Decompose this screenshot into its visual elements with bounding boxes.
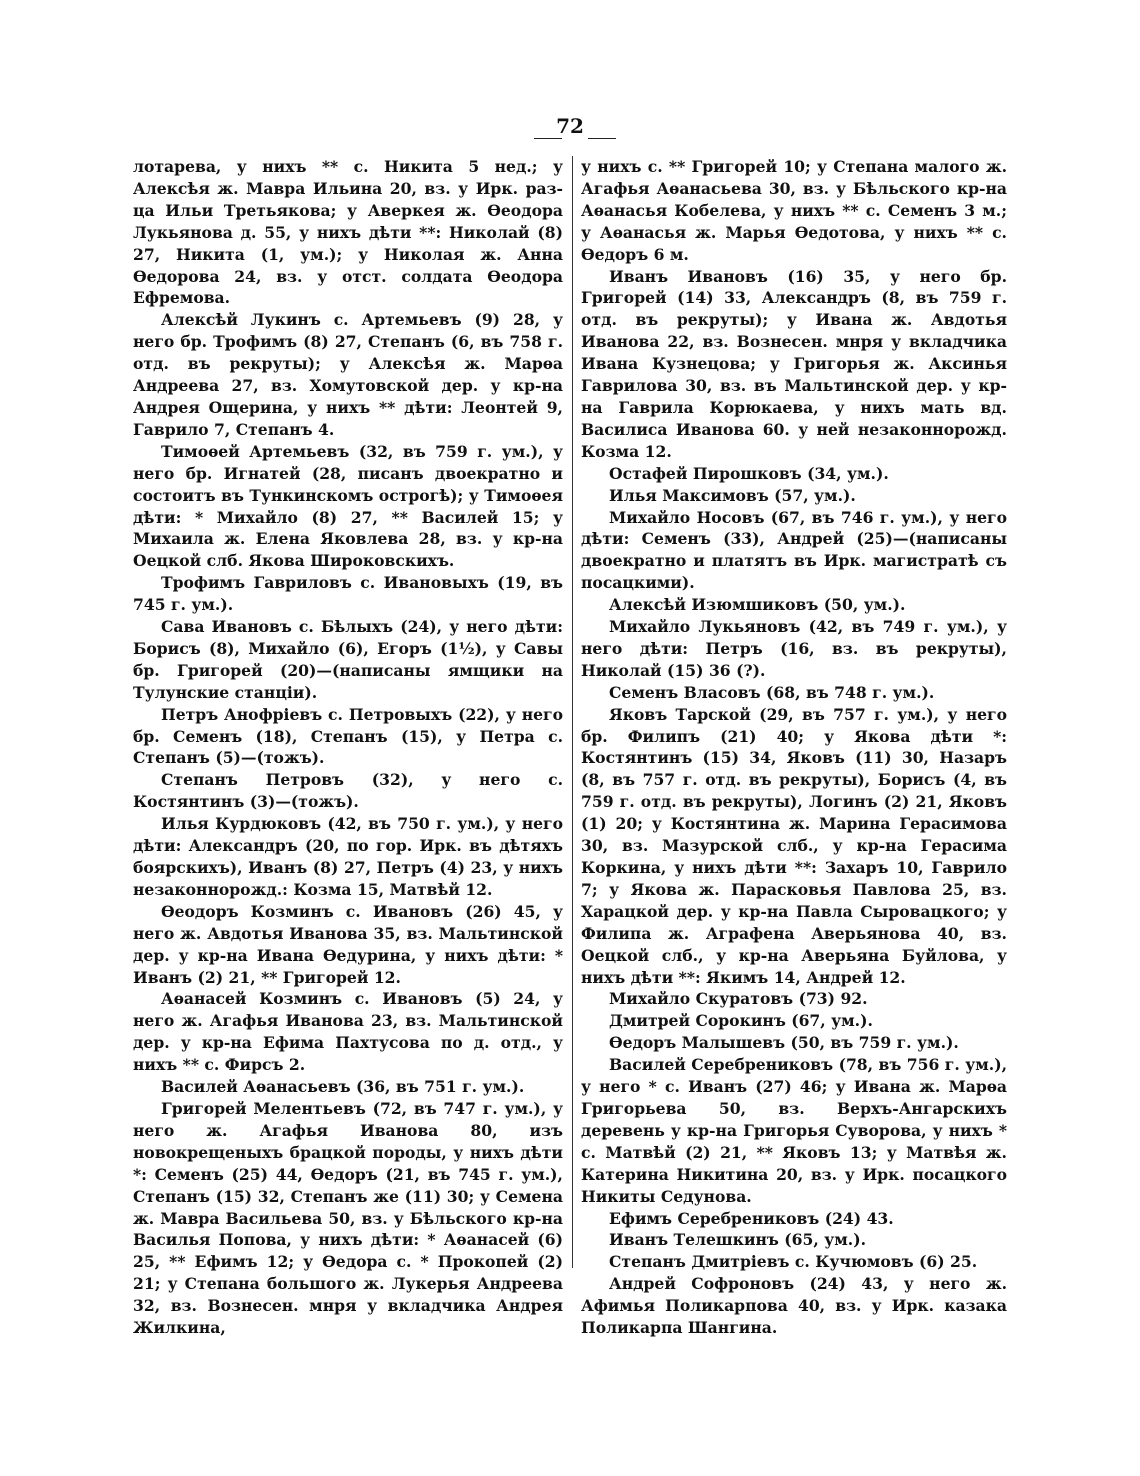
paragraph: Остафей Пирошковъ (34, ум.). xyxy=(609,463,889,483)
paragraph: Ѳедоръ Малышевъ (50, въ 759 г. ум.). xyxy=(609,1033,959,1053)
paragraph: Ѳеодоръ Козминъ с. Ивановъ (26) 45, у него ж. Авдотья Иванова 35, вз. Мальтинской дер. у кр-на Ивана Ѳедурина, у нихъ дѣти: * Иванъ (2) 21, ** Григорей 12. xyxy=(133,901,563,987)
paragraph: Илья Максимовъ (57, ум.). xyxy=(609,485,856,505)
paragraph: Яковъ Тарской (29, въ 757 г. ум.), у него бр. Филипъ (21) 40; у Якова дѣти *: Костянтинъ (15) 34, Яковъ (11) 30, Назаръ (8, въ 757 г. отд. въ рекруты), Борисъ (4, въ 759 г. отд. въ рекруты), Логинъ (2) 21, Яковъ (1) 20; у Костянтина ж. Марина Герасимова 30, вз. Мазурской слб., у кр-на Герасима Коркина, у нихъ дѣти **: Захаръ 10, Гаврило 7; у Якова ж. Парасковья Павлова 25, вз. Харацкой дер. у кр-на Павла Сыровацкого; у Филипа ж. Аграфена Аверьянова 40, вз. Оецкой слб., у кр-на Аверьяна Буйлова, у нихъ дѣти **: Якимъ 14, Андрей 12. xyxy=(581,704,1007,987)
paragraph: Трофимъ Гавриловъ с. Ивановыхъ (19, въ 745 г. ум.). xyxy=(133,573,563,615)
paragraph: Ефимъ Серебрениковъ (24) 43. xyxy=(609,1208,894,1228)
page-number-rule-left xyxy=(534,138,562,139)
page-number-rule-right xyxy=(588,138,616,139)
paragraph: Василей Аѳанасьевъ (36, въ 751 г. ум.). xyxy=(161,1077,525,1097)
paragraph: Аѳанасей Козминъ с. Ивановъ (5) 24, у него ж. Агафья Иванова 23, вз. Мальтинской дер. у кр-на Ефима Пахтусова по д. отд., у нихъ ** с. Фирсъ 2. xyxy=(133,989,563,1075)
paragraph: Иванъ Телешкинъ (65, ум.). xyxy=(609,1230,867,1250)
paragraph: Андрей Софроновъ (24) 43, у него ж. Афимья Поликарпова 40, вз. у Ирк. казака Поликарпа Шангина. xyxy=(581,1274,1007,1338)
paragraph: Степанъ Петровъ (32), у него с. Костянтинъ (3)—(тожъ). xyxy=(133,770,563,812)
paragraph: Илья Курдюковъ (42, въ 750 г. ум.), у него дѣти: Александръ (20, по гор. Ирк. въ дѣтяхъ боярскихъ), Иванъ (8) 27, Петръ (4) 23, у нихъ незаконнорожд.: Козма 15, Матвѣй 12. xyxy=(133,814,563,899)
right-column xyxy=(581,156,1007,1339)
paragraph: Дмитрей Сорокинъ (67, ум.). xyxy=(609,1011,873,1031)
paragraph: Григорей Мелентьевъ (72, въ 747 г. ум.), у него ж. Агафья Иванова 80, изъ новокрещеныхъ брацкой породы, у нихъ дѣти *: Семенъ (25) 44, Ѳедоръ (21, въ 745 г. ум.), Степанъ (15) 32, Степанъ же (11) 30; у Семена ж. Мавра Васильева 50, вз. у Бѣльского кр-на Василья Попова, у нихъ дѣти: * Аѳанасей (6) 25, ** Ефимъ 12; у Ѳедора с. * Прокопей (2) 21; у Степана большого ж. Лукерья Андреева 32, вз. Вознесен. мнря у вкладчика Андрея Жилкина, xyxy=(133,1098,563,1338)
paragraph: Михайло Лукьяновъ (42, въ 749 г. ум.), у него дѣти: Петръ (16, вз. въ рекруты), Николай (15) 36 (?). xyxy=(581,617,1007,680)
paragraph: Михайло Носовъ (67, въ 746 г. ум.), у него дѣти: Семенъ (33), Андрей (25)—(написаны двоекратно и платятъ въ Ирк. магистратѣ съ посацкими). xyxy=(581,507,1007,593)
paragraph: Алексѣй Изюмшиковъ (50, ум.). xyxy=(609,595,906,615)
paragraph: Василей Серебрениковъ (78, въ 756 г. ум.), у него * с. Иванъ (27) 46; у Ивана ж. Марѳа Григорьева 50, вз. Верхъ-Ангарскихъ деревень у кр-на Григорья Суворова, у нихъ * с. Матвѣй (2) 21, ** Яковъ 13; у Матвѣя ж. Катерина Никитина 20, вз. у Ирк. посацкого Никиты Седунова. xyxy=(581,1055,1007,1206)
column-divider xyxy=(572,156,573,1268)
paragraph: у нихъ с. ** Григорей 10; у Степана малого ж. Агафья Аѳанасьева 30, вз. у Бѣльского кр-на Аѳанасья Кобелева, у нихъ ** с. Семенъ 3 м.; у Аѳанасья ж. Марья Ѳедотова, у нихъ ** с. Ѳедоръ 6 м. xyxy=(581,157,1007,264)
paragraph: Тимоѳей Артемьевъ (32, въ 759 г. ум.), у него бр. Игнатей (28, писанъ двоекратно и состоитъ въ Тункинскомъ острогѣ); у Тимоѳея дѣти: * Михайло (8) 27, ** Василей 15; у Михаила ж. Елена Яковлева 28, вз. у кр-на Оецкой слб. Якова Широковскихъ. xyxy=(133,441,563,571)
page-number: 72 xyxy=(556,114,584,138)
paragraph: Семенъ Власовъ (68, въ 748 г. ум.). xyxy=(609,682,935,702)
left-column xyxy=(133,156,563,1339)
paragraph: Сава Ивановъ с. Бѣлыхъ (24), у него дѣти: Борисъ (8), Михайло (6), Егоръ (1½), у Савы бр. Григорей (20)—(написаны ямщики на Тулунские станціи). xyxy=(133,617,563,702)
paragraph: лотарева, у нихъ ** с. Никита 5 нед.; у Алексѣя ж. Мавра Ильина 20, вз. у Ирк. раз-ца Ильи Третьякова; у Аверкея ж. Ѳеодора Лукьянова д. 55, у нихъ дѣти **: Николай (8) 27, Никита (1, ум.); у Николая ж. Анна Ѳедорова 24, вз. у отст. солдата Ѳеодора Ефремова. xyxy=(133,157,563,308)
paragraph: Михайло Скуратовъ (73) 92. xyxy=(609,989,868,1009)
paragraph: Петръ Анофріевъ с. Петровыхъ (22), у него бр. Семенъ (18), Степанъ (15), у Петра с. Степанъ (5)—(тожъ). xyxy=(133,704,563,768)
paragraph: Алексѣй Лукинъ с. Артемьевъ (9) 28, у него бр. Трофимъ (8) 27, Степанъ (6, въ 758 г. отд. въ рекруты); у Алексѣя ж. Марѳа Андреева 27, вз. Хомутовской дер. у кр-на Андрея Ощерина, у нихъ ** дѣти: Леонтей 9, Гаврило 7, Степанъ 4. xyxy=(133,310,563,439)
paragraph: Степанъ Дмитріевъ с. Кучюмовъ (6) 25. xyxy=(609,1252,978,1272)
paragraph: Иванъ Ивановъ (16) 35, у него бр. Григорей (14) 33, Александръ (8, въ 759 г. отд. въ рекруты); у Ивана ж. Авдотья Иванова 22, вз. Вознесен. мнря у вкладчика Ивана Кузнецова; у Григорья ж. Аксинья Гаврилова 30, вз. въ Мальтинской дер. у кр-на Гаврила Корюкаева, у нихъ мать вд. Василиса Иванова 60. у ней незаконнорожд. Козма 12. xyxy=(581,266,1007,461)
